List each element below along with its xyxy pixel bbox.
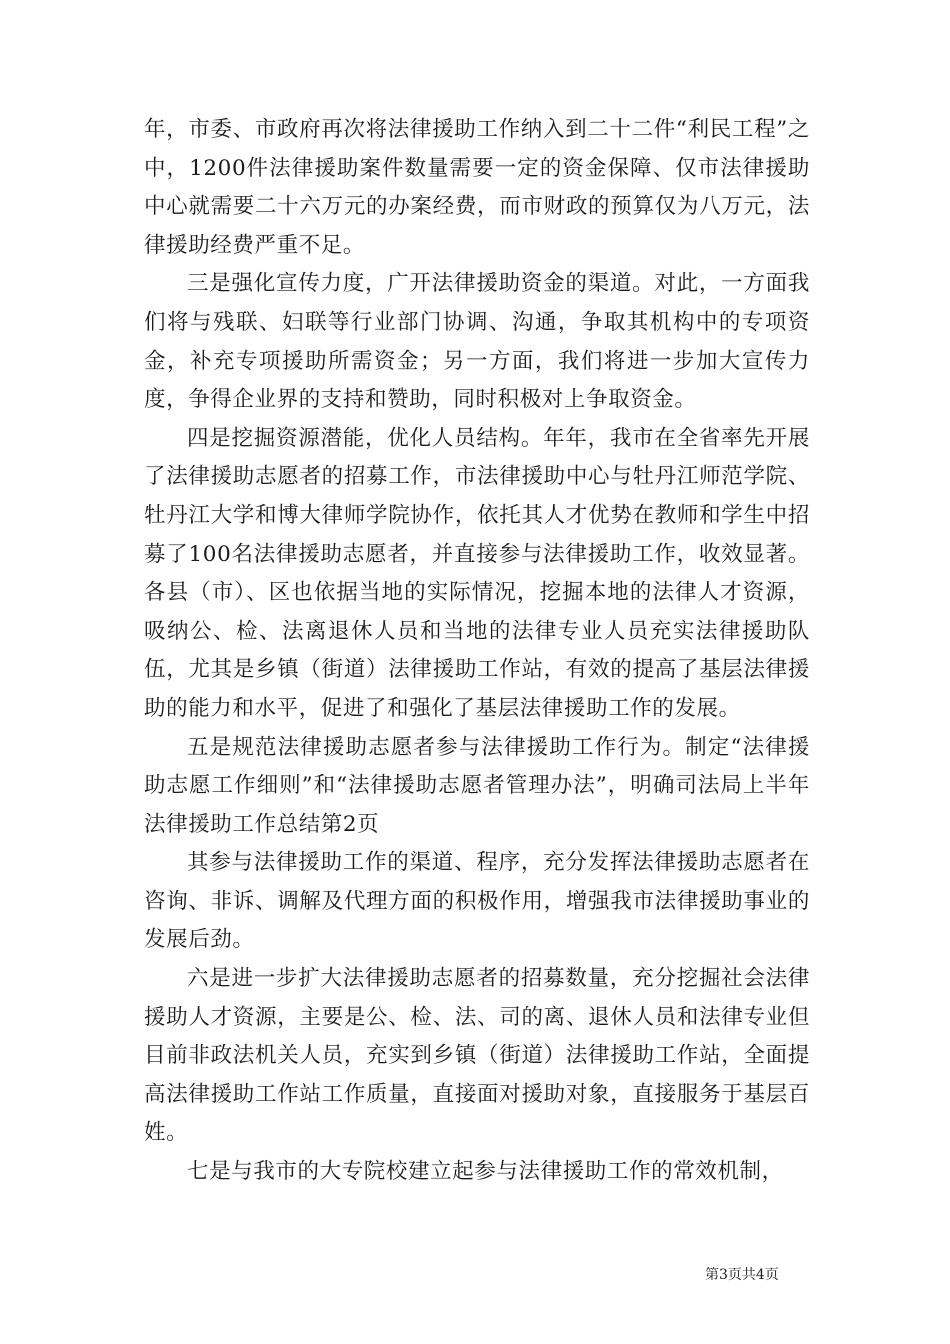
document-body (144, 111, 810, 1192)
paragraph-item-five: 五是规范法律援助志愿者参与法律援助工作行为。制定“法律援助志愿工作细则”和“法律援助志愿者管理办法”，明确司法局上半年法律援助工作总结第2页 (144, 734, 810, 837)
paragraph-item-four: 四是挖掘资源潜能，优化人员结构。年年，我市在全省率先开展了法律援助志愿者的招募工作，市法律援助中心与牡丹江师范学院、牡丹江大学和博大律师学院协作，依托其人才优势在教师和学生中招募了100名法律援助志愿者，并直接参与法律援助工作，收效显著。各县（市）、区也依据当地的实际情况，挖掘本地的法律人才资源，吸纳公、检、法离退休人员和当地的法律专业人员充实法律援助队伍，尤其是乡镇（街道）法律援助工作站，有效的提高了基层法律援助的能力和水平，促进了和强化了基层法律援助工作的发展。 (144, 425, 810, 721)
page-number-footer: 第3页共4页 (705, 1267, 779, 1283)
paragraph-item-six: 六是进一步扩大法律援助志愿者的招募数量，充分挖掘社会法律援助人才资源，主要是公、检、法、司的离、退休人员和法律专业但目前非政法机关人员，充实到乡镇（街道）法律援助工作站，全面提高法律援助工作站工作质量，直接面对援助对象，直接服务于基层百姓。 (144, 966, 810, 1146)
paragraph-item-five-continued: 其参与法律援助工作的渠道、程序，充分发挥法律援助志愿者在咨询、非诉、调解及代理方面的积极作用，增强我市法律援助事业的发展后劲。 (144, 850, 810, 953)
paragraph-item-three: 三是强化宣传力度，广开法律援助资金的渠道。对此，一方面我们将与残联、妇联等行业部门协调、沟通，争取其机构中的专项资金，补充专项援助所需资金；另一方面，我们将进一步加大宣传力度，争得企业界的支持和赞助，同时积极对上争取资金。 (144, 271, 810, 413)
paragraph-item-seven: 七是与我市的大专院校建立起参与法律援助工作的常效机制， (187, 1159, 784, 1185)
paragraph-continuation: 年，市委、市政府再次将法律援助工作纳入到二十二件“利民工程”之中，1200件法律援助案件数量需要一定的资金保障、仅市法律援助中心就需要二十六万元的办案经费，而市财政的预算仅为八万元，法律援助经费严重不足。 (144, 117, 810, 258)
